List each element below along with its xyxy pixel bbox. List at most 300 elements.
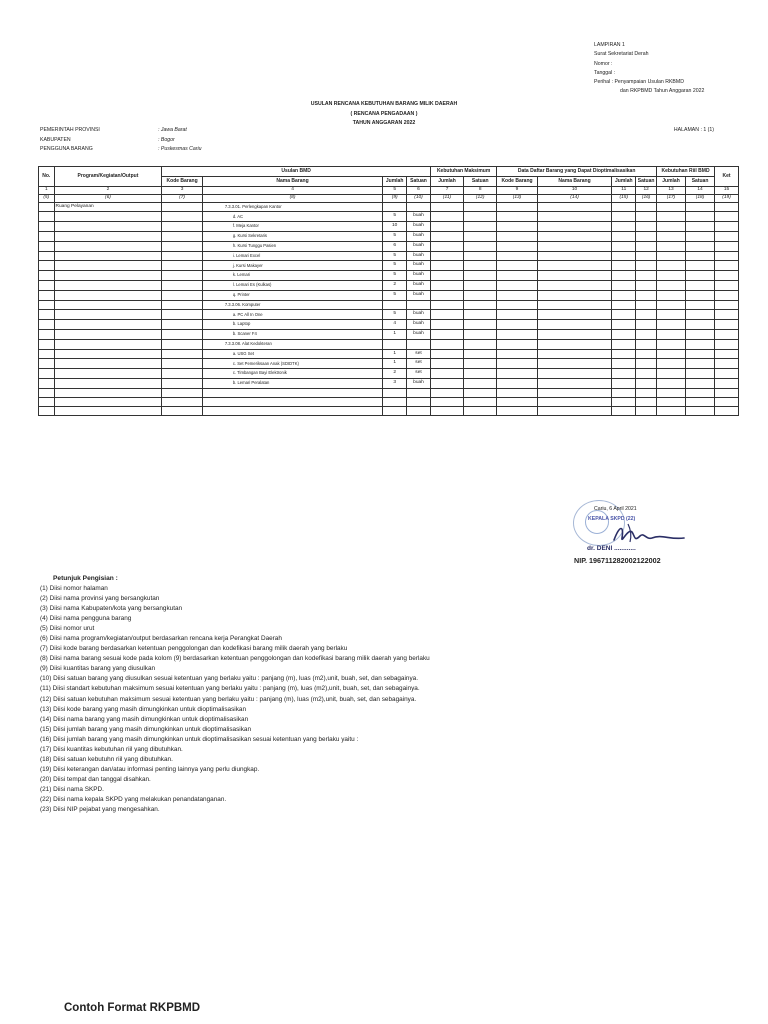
cell-nama-barang: k. Lemari (202, 271, 382, 281)
cell-empty (657, 310, 686, 320)
table-row (39, 329, 739, 339)
instruction-item: (7) Diisi kode barang berdasarkan ketentuan penggolongan dan kodefikasi barang milik daerah yang berlaku (40, 645, 348, 653)
cell-empty (636, 310, 657, 320)
cell-program: Ruang Pelayanan (54, 202, 162, 212)
table-row (39, 369, 739, 379)
table-row (39, 310, 739, 320)
cell-empty (464, 222, 497, 232)
cell-empty (39, 290, 55, 300)
cell-empty (686, 349, 715, 359)
cell-empty (464, 202, 497, 212)
column-number: 6 (407, 186, 431, 194)
title-line-1: USULAN RENCANA KEBUTUHAN BARANG MILIK DAERAH (310, 101, 458, 107)
cell-program (54, 378, 162, 388)
table-row (39, 349, 739, 359)
cell-empty (497, 329, 537, 339)
cell-empty (497, 202, 537, 212)
instruction-item: (11) Diisi standart kebutuhan maksimum sesuai ketentuan yang berlaku yaitu : panjang (m), luas (m2),unit, buah, set, dan sebagainya. (40, 685, 420, 693)
table-row (39, 397, 739, 406)
cell-satuan: set (407, 359, 431, 369)
cell-nama-barang: f. Meja Kantor (202, 222, 382, 232)
cell-jumlah: 5 (383, 251, 407, 261)
cell-empty (612, 320, 636, 330)
cell-empty (715, 202, 739, 212)
cell-jumlah: 1 (383, 359, 407, 369)
cell-empty (430, 300, 463, 310)
halaman-label: HALAMAN : 1 (1) (673, 127, 714, 133)
cell-empty (715, 222, 739, 232)
cell-empty (162, 406, 202, 415)
cell-empty (430, 280, 463, 290)
column-ref: (9) (383, 194, 407, 202)
instruction-item: (2) Diisi nama provinsi yang bersangkutan (40, 595, 160, 603)
cell-empty (636, 261, 657, 271)
instruction-item: (23) Diisi NIP pejabat yang mengesahkan. (40, 806, 160, 814)
cell-empty (537, 329, 612, 339)
cell-empty (612, 251, 636, 261)
cell-jumlah (383, 388, 407, 397)
table-row (39, 271, 739, 281)
cell-empty (657, 280, 686, 290)
cell-empty (537, 310, 612, 320)
cell-empty (636, 300, 657, 310)
table-row (39, 320, 739, 330)
cell-empty (612, 231, 636, 241)
cell-empty (537, 251, 612, 261)
cell-empty (162, 222, 202, 232)
cell-empty (464, 406, 497, 415)
instruction-item: (10) Diisi satuan barang yang diusulkan sesuai ketentuan yang berlaku yaitu : panjang (m), luas (m2),unit, buah, set, dan sebagainya. (40, 675, 418, 683)
cell-empty (537, 378, 612, 388)
cell-empty (39, 339, 55, 349)
cell-satuan: buah (407, 290, 431, 300)
table-row (39, 406, 739, 415)
cell-empty (612, 310, 636, 320)
cell-satuan (407, 406, 431, 415)
table-row (39, 261, 739, 271)
header-jumlah: Jumlah (657, 176, 686, 186)
table-row (39, 290, 739, 300)
cell-program (54, 261, 162, 271)
cell-empty (612, 290, 636, 300)
cell-empty (464, 212, 497, 222)
cell-empty (686, 251, 715, 261)
cell-empty (430, 241, 463, 251)
cell-empty (537, 222, 612, 232)
instruction-item: (14) Diisi nama barang yang masih dimungkinkan untuk dioptimalisasikan (40, 715, 249, 723)
cell-empty (537, 397, 612, 406)
header-jumlah: Jumlah (612, 176, 636, 186)
lampiran-line: Nomor : (594, 60, 613, 67)
cell-nama-barang: b. Laptop (202, 320, 382, 330)
column-ref: (7) (162, 194, 202, 202)
cell-empty (537, 231, 612, 241)
column-number: 13 (657, 186, 686, 194)
cell-empty (162, 339, 202, 349)
header-kode-barang: Kode Barang (162, 176, 202, 186)
cell-program (54, 231, 162, 241)
cell-empty (657, 378, 686, 388)
header-jumlah: Jumlah (383, 176, 407, 186)
instructions-block (40, 575, 740, 816)
column-number: 15 (715, 186, 739, 194)
cell-empty (636, 397, 657, 406)
table-row (39, 241, 739, 251)
cell-empty (686, 320, 715, 330)
cell-empty (162, 290, 202, 300)
cell-empty (497, 212, 537, 222)
cell-satuan: buah (407, 231, 431, 241)
kabupaten-value: : Bogor (158, 136, 175, 143)
instruction-item: (18) Diisi satuan kebutuhn riil yang dibutuhkan. (40, 755, 173, 763)
instruction-item: (6) Diisi nama program/kegiatan/output berdasarkan rencana kerja Perangkat Daerah (40, 635, 282, 643)
cell-empty (430, 359, 463, 369)
cell-empty (715, 241, 739, 251)
cell-satuan (407, 388, 431, 397)
cell-empty (497, 280, 537, 290)
cell-empty (636, 320, 657, 330)
cell-empty (636, 202, 657, 212)
instruction-item: (3) Diisi nama Kabupaten/kota yang bersangkutan (40, 605, 183, 613)
cell-program (54, 212, 162, 222)
cell-empty (657, 202, 686, 212)
pengguna-label: PENGGUNA BARANG (40, 146, 93, 152)
cell-empty (464, 378, 497, 388)
cell-satuan: buah (407, 212, 431, 222)
cell-jumlah: 10 (383, 222, 407, 232)
cell-satuan: buah (407, 251, 431, 261)
cell-empty (39, 271, 55, 281)
cell-empty (162, 359, 202, 369)
cell-empty (39, 359, 55, 369)
cell-empty (715, 388, 739, 397)
cell-nama-barang (202, 397, 382, 406)
signature-title: KEPALA SKPD (22) (588, 516, 636, 522)
cell-program (54, 310, 162, 320)
cell-empty (430, 222, 463, 232)
table-row (39, 280, 739, 290)
cell-jumlah (383, 202, 407, 212)
cell-empty (612, 300, 636, 310)
cell-empty (537, 202, 612, 212)
column-number: 5 (383, 186, 407, 194)
cell-empty (657, 397, 686, 406)
cell-empty (715, 300, 739, 310)
header-satuan: Satuan (686, 176, 715, 186)
cell-empty (162, 241, 202, 251)
instructions-list (40, 585, 740, 816)
cell-empty (686, 231, 715, 241)
cell-empty (162, 349, 202, 359)
cell-empty (430, 388, 463, 397)
header-kebutuhan-maks: Kebutuhan Maksimum (430, 167, 496, 177)
cell-empty (464, 251, 497, 261)
column-ref: (12) (464, 194, 497, 202)
header-ket: Ket (715, 167, 739, 187)
cell-nama-barang: q. Printer (202, 290, 382, 300)
cell-empty (612, 241, 636, 251)
cell-empty (612, 397, 636, 406)
cell-nama-barang: a. PC All In One (202, 310, 382, 320)
cell-empty (39, 388, 55, 397)
column-ref: (16) (636, 194, 657, 202)
cell-empty (464, 369, 497, 379)
handwritten-signature (610, 518, 690, 548)
cell-jumlah (383, 339, 407, 349)
header-no: No. (39, 167, 55, 187)
meta-provinsi (40, 127, 740, 137)
column-ref: (5) (39, 194, 55, 202)
cell-empty (686, 359, 715, 369)
cell-satuan: set (407, 369, 431, 379)
cell-nama-barang: 7.3.3.01. Perlengkapan Kantor (202, 202, 382, 212)
instruction-item: (9) Diisi kuantitas barang yang diusulkan (40, 665, 156, 673)
cell-empty (636, 280, 657, 290)
cell-empty (612, 271, 636, 281)
cell-empty (686, 202, 715, 212)
cell-empty (715, 231, 739, 241)
cell-empty (162, 271, 202, 281)
cell-program (54, 329, 162, 339)
cell-empty (715, 378, 739, 388)
cell-empty (537, 300, 612, 310)
cell-satuan: buah (407, 271, 431, 281)
cell-empty (39, 300, 55, 310)
cell-program (54, 241, 162, 251)
cell-empty (657, 222, 686, 232)
cell-empty (636, 329, 657, 339)
cell-empty (636, 231, 657, 241)
instruction-item: (21) Diisi nama SKPD. (40, 785, 104, 793)
column-ref: (14) (537, 194, 612, 202)
cell-empty (39, 378, 55, 388)
cell-nama-barang: 7.3.3.08. Alat Kedokteran (202, 339, 382, 349)
cell-program (54, 339, 162, 349)
cell-empty (612, 349, 636, 359)
column-ref: (17) (657, 194, 686, 202)
meta-pengguna (40, 146, 740, 156)
cell-empty (636, 339, 657, 349)
lampiran-line: Perihal : Penyampaian Usulan RKBMD (594, 79, 684, 86)
cell-empty (464, 310, 497, 320)
cell-empty (162, 329, 202, 339)
document-title (0, 101, 768, 130)
cell-empty (39, 222, 55, 232)
cell-empty (537, 261, 612, 271)
header-nama-barang: Nama Barang (537, 176, 612, 186)
cell-jumlah: 2 (383, 280, 407, 290)
header-kode-barang: Kode Barang (497, 176, 537, 186)
cell-empty (612, 339, 636, 349)
column-ref: (11) (430, 194, 463, 202)
cell-empty (715, 271, 739, 281)
cell-empty (657, 251, 686, 261)
cell-empty (657, 359, 686, 369)
lampiran-line: Tanggal : (594, 69, 616, 76)
cell-satuan: buah (407, 378, 431, 388)
cell-jumlah: 5 (383, 212, 407, 222)
cell-empty (537, 280, 612, 290)
cell-empty (162, 378, 202, 388)
cell-empty (612, 378, 636, 388)
cell-empty (162, 202, 202, 212)
header-jumlah: Jumlah (430, 176, 463, 186)
cell-empty (686, 300, 715, 310)
cell-empty (430, 251, 463, 261)
meta-kabupaten (40, 137, 740, 147)
cell-empty (686, 241, 715, 251)
cell-jumlah (383, 406, 407, 415)
cell-empty (686, 397, 715, 406)
cell-empty (537, 290, 612, 300)
cell-program (54, 388, 162, 397)
cell-empty (464, 349, 497, 359)
cell-empty (430, 271, 463, 281)
cell-empty (612, 406, 636, 415)
cell-empty (39, 280, 55, 290)
cell-empty (497, 251, 537, 261)
cell-empty (430, 397, 463, 406)
cell-empty (612, 388, 636, 397)
cell-empty (612, 329, 636, 339)
column-ref: (6) (54, 194, 162, 202)
cell-empty (464, 320, 497, 330)
cell-nama-barang: 7.3.3.06. Komputer (202, 300, 382, 310)
cell-jumlah: 1 (383, 329, 407, 339)
cell-empty (430, 320, 463, 330)
cell-nama-barang: h. Kursi Tunggu Pasien (202, 241, 382, 251)
cell-nama-barang: b. Scaner F4 (202, 329, 382, 339)
instruction-item: (20) Diisi tempat dan tanggal disahkan. (40, 775, 151, 783)
pengguna-value: : Puskesmas Cariu (158, 146, 202, 152)
cell-empty (715, 261, 739, 271)
cell-empty (497, 378, 537, 388)
cell-empty (636, 290, 657, 300)
cell-program (54, 251, 162, 261)
cell-empty (497, 359, 537, 369)
cell-empty (430, 310, 463, 320)
cell-empty (537, 212, 612, 222)
cell-empty (464, 271, 497, 281)
cell-empty (686, 222, 715, 232)
cell-program (54, 300, 162, 310)
cell-empty (497, 290, 537, 300)
cell-empty (39, 397, 55, 406)
cell-empty (686, 261, 715, 271)
cell-empty (612, 359, 636, 369)
title-line-2: ( RENCANA PENGADAAN ) (350, 110, 418, 117)
cell-empty (497, 406, 537, 415)
cell-empty (715, 290, 739, 300)
cell-empty (715, 320, 739, 330)
cell-empty (612, 280, 636, 290)
cell-empty (715, 406, 739, 415)
cell-empty (430, 369, 463, 379)
cell-empty (612, 202, 636, 212)
cell-empty (497, 300, 537, 310)
column-number: 11 (612, 186, 636, 194)
table-row (39, 251, 739, 261)
cell-empty (612, 369, 636, 379)
cell-satuan (407, 339, 431, 349)
instruction-item: (12) Diisi satuan kebutuhan maksimum sesuai ketentuan yang berlaku yaitu : panjang (m), luas (m2),unit, buah, set, dan sebagainya. (40, 695, 417, 703)
cell-nama-barang: a. USG Set (202, 349, 382, 359)
cell-empty (715, 310, 739, 320)
column-number: 8 (464, 186, 497, 194)
cell-empty (39, 310, 55, 320)
column-ref: (18) (686, 194, 715, 202)
column-ref: (10) (407, 194, 431, 202)
cell-program (54, 406, 162, 415)
instruction-item: (19) Diisi keterangan dan/atau informasi penting lainnya yang perlu diungkap. (40, 765, 260, 773)
cell-program (54, 290, 162, 300)
table-row (39, 378, 739, 388)
cell-empty (657, 388, 686, 397)
cell-satuan: buah (407, 222, 431, 232)
cell-empty (497, 231, 537, 241)
cell-nama-barang: c. Set Pemeriksaan Anak (SDIDTK) (202, 359, 382, 369)
cell-empty (464, 280, 497, 290)
cell-empty (430, 231, 463, 241)
instruction-item: (13) Diisi kode barang yang masih dimungkinkan untuk dioptimalisasikan (40, 705, 247, 713)
cell-empty (657, 369, 686, 379)
signer-nip: NIP. 196711282002122002 (574, 556, 661, 565)
cell-empty (636, 388, 657, 397)
header-satuan: Satuan (407, 176, 431, 186)
cell-empty (636, 359, 657, 369)
cell-empty (497, 320, 537, 330)
cell-empty (686, 329, 715, 339)
cell-jumlah: 4 (383, 320, 407, 330)
table-row (39, 222, 739, 232)
column-number: 12 (636, 186, 657, 194)
cell-empty (537, 359, 612, 369)
cell-empty (657, 300, 686, 310)
cell-empty (162, 251, 202, 261)
cell-empty (686, 280, 715, 290)
cell-empty (162, 369, 202, 379)
cell-nama-barang: i. Lemari Excel (202, 251, 382, 261)
table-row (39, 212, 739, 222)
cell-empty (657, 339, 686, 349)
header-usulan: Usulan BMD (162, 167, 431, 177)
cell-empty (686, 369, 715, 379)
cell-nama-barang: j. Kursi Makayer (202, 261, 382, 271)
cell-empty (657, 349, 686, 359)
cell-empty (657, 271, 686, 281)
cell-empty (537, 349, 612, 359)
title-line-3: TAHUN ANGGARAN 2022 (352, 120, 416, 126)
cell-empty (657, 231, 686, 241)
cell-jumlah: 5 (383, 310, 407, 320)
table-row (39, 202, 739, 212)
cell-empty (162, 388, 202, 397)
cell-nama-barang: d. AC (202, 212, 382, 222)
cell-nama-barang (202, 388, 382, 397)
instruction-item: (22) Diisi nama kepala SKPD yang melakukan penandatanganan. (40, 795, 227, 803)
column-number: 1 (39, 186, 55, 194)
table-row (39, 300, 739, 310)
column-ref: (13) (497, 194, 537, 202)
table-row (39, 231, 739, 241)
cell-satuan (407, 202, 431, 212)
cell-empty (636, 222, 657, 232)
cell-empty (612, 222, 636, 232)
instruction-item: (16) Diisi jumlah barang yang masih dimungkinkan untuk dioptimalisasikan sesuai ketentuan yang berlaku yaitu : (40, 735, 359, 743)
provinsi-label: PEMERINTAH PROVINSI (40, 127, 100, 133)
cell-empty (497, 241, 537, 251)
cell-empty (39, 202, 55, 212)
